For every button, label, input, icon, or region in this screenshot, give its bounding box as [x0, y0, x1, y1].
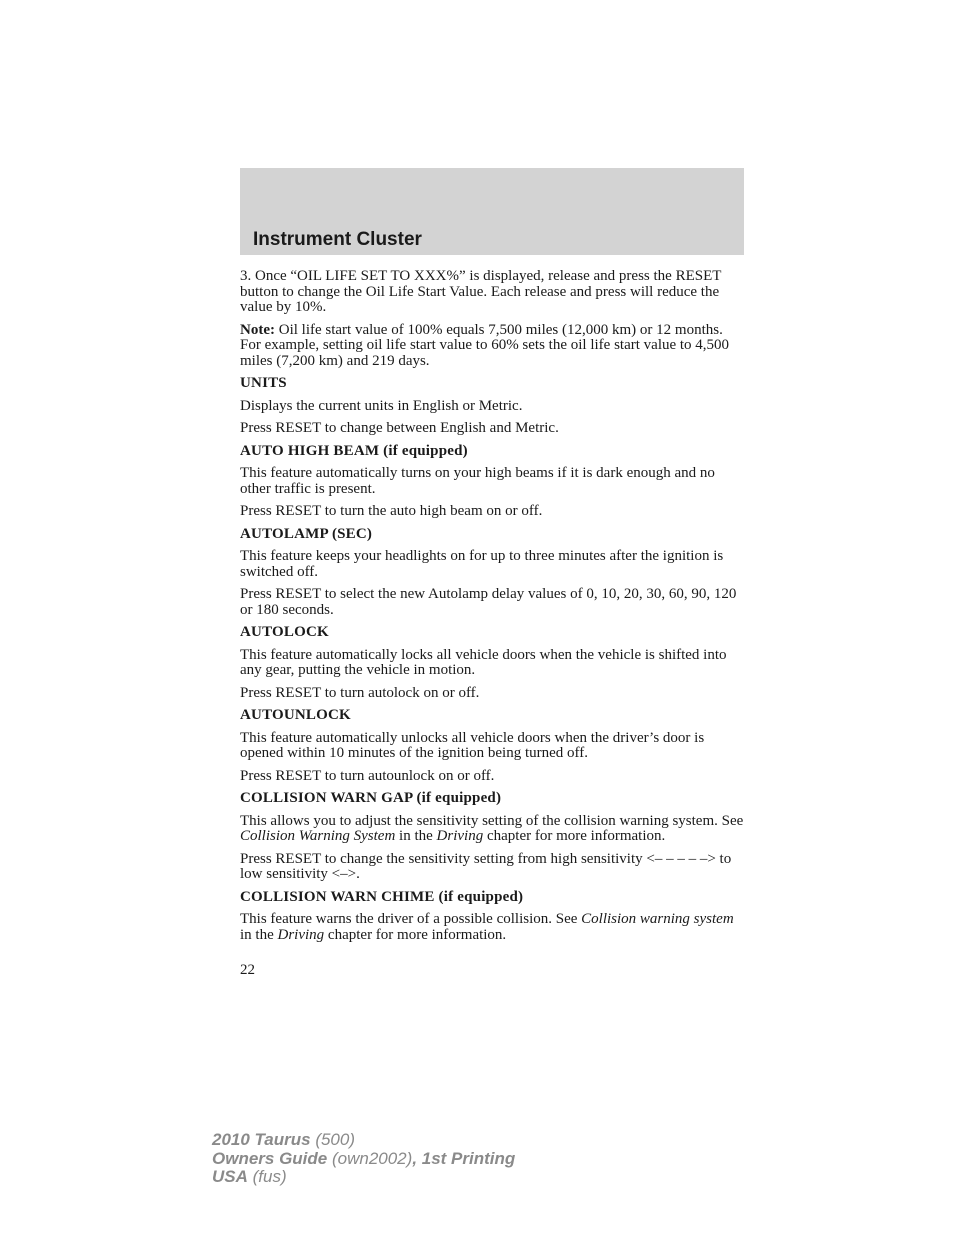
text-run: in the — [240, 926, 278, 943]
page-content — [240, 269, 744, 950]
autolock-paragraph-2: Press RESET to turn autolock on or off. — [240, 684, 480, 701]
note-label: Note: — [240, 321, 275, 338]
text-run: This allows you to adjust the sensitivity setting of the collision warning system. See — [240, 812, 744, 829]
auto-high-beam-paragraph-2: Press RESET to turn the auto high beam on or off. — [240, 503, 543, 519]
collision-warn-chime-heading: COLLISION WARN CHIME (if equipped) — [240, 888, 524, 905]
footer-model: 2010 Taurus — [212, 1130, 311, 1149]
footer-line-3 — [212, 1168, 515, 1187]
section-header-band — [240, 168, 744, 255]
units-paragraph-1: Displays the current units in English or Metric. — [240, 397, 523, 414]
text-run: in the — [395, 828, 437, 844]
footer-region: USA — [212, 1167, 248, 1186]
collision-warning-system-reference: Collision Warning System — [240, 828, 396, 844]
autolock-paragraph-1: This feature automatically locks all vehicle doors when the vehicle is shifted into any gear, putting the vehicle in motion. — [240, 646, 727, 678]
units-paragraph-2: Press RESET to change between English and Metric. — [240, 420, 559, 436]
autolamp-paragraph-2: Press RESET to select the new Autolamp delay values of 0, 10, 20, 30, 60, 90, 120 or 180 seconds. — [240, 586, 737, 618]
text-run: chapter for more information. — [483, 828, 666, 844]
collision-warning-system-reference: Collision warning system — [581, 911, 734, 927]
footer-printing: , 1st Printing — [412, 1148, 516, 1168]
collision-warn-chime-paragraph-1 — [240, 912, 744, 943]
auto-high-beam-heading: AUTO HIGH BEAM (if equipped) — [240, 442, 468, 459]
driving-chapter-reference: Driving — [277, 926, 325, 943]
autounlock-paragraph-1: This feature automatically unlocks all vehicle doors when the driver’s door is opened within 10 minutes of the ignition being turned off. — [240, 729, 705, 761]
collision-warn-gap-heading: COLLISION WARN GAP (if equipped) — [240, 790, 502, 806]
note-paragraph — [240, 323, 744, 370]
page-number: 22 — [240, 962, 255, 978]
footer-region-code: (fus) — [247, 1167, 287, 1186]
note-text: Oil life start value of 100% equals 7,500 miles (12,000 km) or 12 months. For example, setting oil life start value to 60% sets the oil life start value to 4,500 miles (7,200 km) and 219 days. — [240, 321, 730, 369]
document-footer — [212, 1131, 515, 1187]
autounlock-paragraph-2: Press RESET to turn autounlock on or off. — [240, 767, 495, 784]
autolock-heading: AUTOLOCK — [240, 624, 329, 640]
footer-guide: Owners Guide — [212, 1148, 328, 1168]
autolamp-paragraph-1: This feature keeps your headlights on for up to three minutes after the ignition is switched off. — [240, 548, 724, 580]
collision-warn-gap-paragraph-2: Press RESET to change the sensitivity setting from high sensitivity <– – – – –> to low sensitivity <–>. — [240, 850, 732, 882]
footer-line-2 — [212, 1150, 515, 1169]
footer-guide-code: (own2002) — [327, 1148, 413, 1168]
footer-model-code: (500) — [310, 1130, 356, 1149]
collision-warn-gap-paragraph-1 — [240, 814, 744, 845]
step-3-paragraph: 3. Once “OIL LIFE SET TO XXX%” is displayed, release and press the RESET button to change the Oil Life Start Value. Each release and press will reduce the value by 10%. — [240, 268, 722, 315]
text-run: This feature warns the driver of a possible collision. See — [240, 911, 582, 927]
driving-chapter-reference: Driving — [436, 828, 484, 844]
footer-line-1 — [212, 1131, 515, 1150]
autolamp-heading: AUTOLAMP (SEC) — [240, 525, 373, 542]
units-heading: UNITS — [240, 375, 287, 391]
autounlock-heading: AUTOUNLOCK — [240, 707, 351, 723]
text-run: chapter for more information. — [324, 926, 507, 943]
section-title: Instrument Cluster — [253, 229, 422, 250]
auto-high-beam-paragraph-1: This feature automatically turns on your high beams if it is dark enough and no other traffic is present. — [240, 465, 715, 497]
